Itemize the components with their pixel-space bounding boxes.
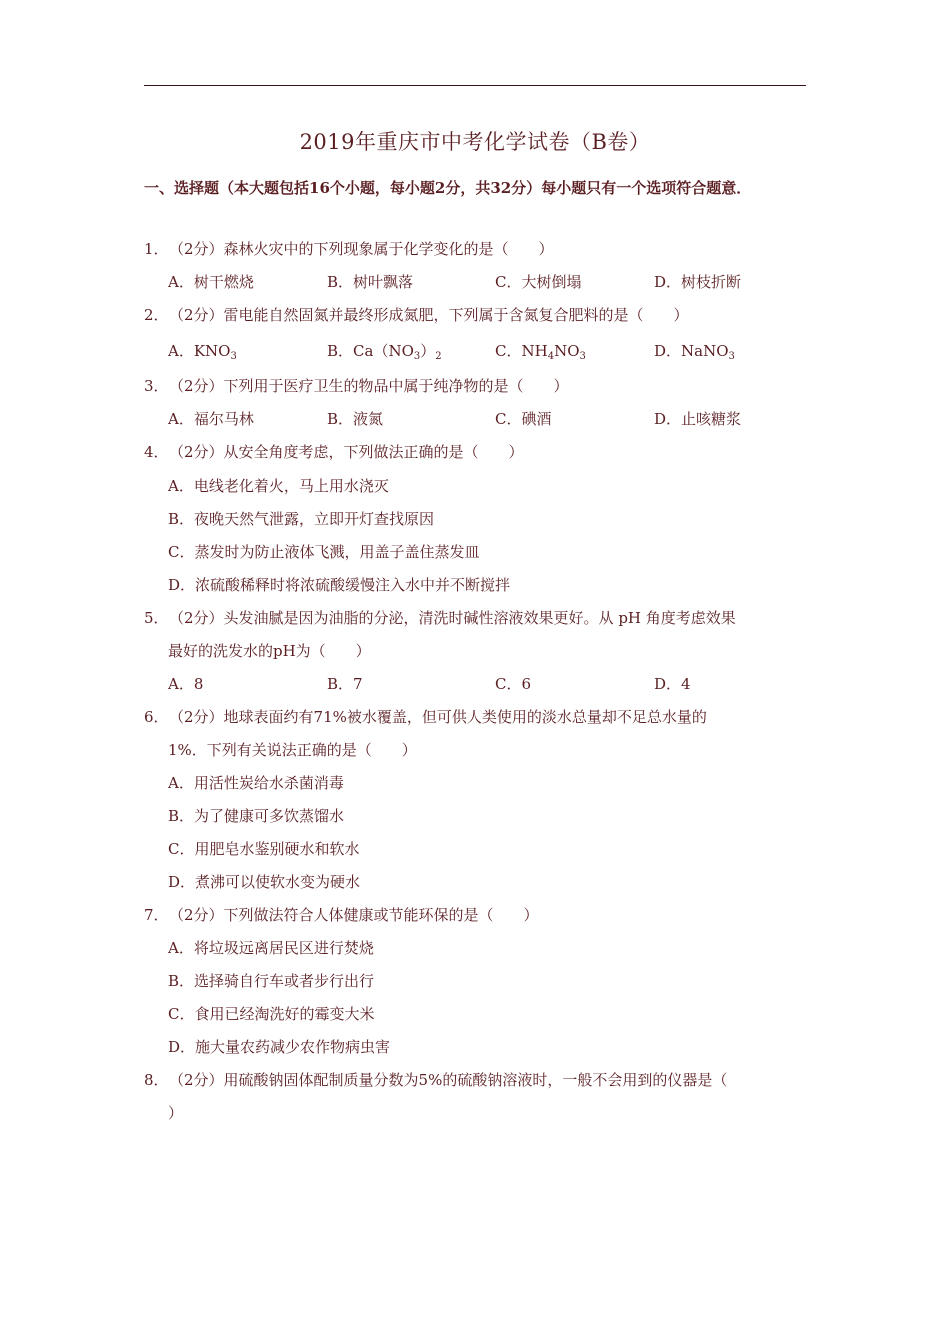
- option-b[interactable]: B．夜晚天然气泄露，立即开灯查找原因: [168, 510, 435, 528]
- option-c[interactable]: C．蒸发时为防止液体飞溅，用盖子盖住蒸发皿: [168, 543, 480, 561]
- option-d[interactable]: D．4: [654, 675, 691, 693]
- question-stem: （2分）头发油腻是因为油脂的分泌，清洗时碱性溶液效果更好。从 pH 角度考虑效果: [169, 609, 736, 627]
- question-number: 2．: [144, 306, 169, 324]
- question-stem-continued: 1%．下列有关说法正确的是（ ）: [168, 741, 417, 759]
- option-a[interactable]: A．电线老化着火，马上用水浇灭: [168, 477, 389, 495]
- option-c[interactable]: [495, 335, 586, 368]
- option-d[interactable]: [654, 335, 735, 368]
- option-a[interactable]: [168, 335, 237, 368]
- option-a[interactable]: A．8: [168, 675, 204, 693]
- option-c[interactable]: C．碘酒: [495, 410, 552, 428]
- question-8: [144, 1064, 808, 1097]
- question-number: 6．: [144, 708, 169, 726]
- option-c[interactable]: C．大树倒塌: [495, 273, 582, 291]
- exam-title: 2019年重庆市中考化学试卷（B卷）: [299, 130, 651, 154]
- option-text: ）: [420, 342, 436, 360]
- option-b[interactable]: B．树叶飘落: [327, 273, 414, 291]
- question-1: [144, 233, 808, 266]
- option-d[interactable]: D．煮沸可以使软水变为硬水: [168, 873, 361, 891]
- subscript: 4: [547, 351, 555, 362]
- option-c[interactable]: C．6: [495, 675, 532, 693]
- question-3-options: [168, 403, 808, 436]
- question-6: [144, 701, 808, 734]
- option-b[interactable]: B．液氮: [327, 410, 384, 428]
- option-c[interactable]: C．用肥皂水鉴别硬水和软水: [168, 840, 360, 858]
- question-stem: （2分）雷电能自然固氮并最终形成氮肥，下列属于含氮复合肥料的是（ ）: [169, 306, 689, 324]
- option-a[interactable]: A．福尔马林: [168, 410, 254, 428]
- subscript: 3: [413, 351, 421, 362]
- question-stem: （2分）下列做法符合人体健康或节能环保的是（ ）: [169, 906, 539, 924]
- section-heading: 一、选择题（本大题包括16个小题，每小题2分，共32分）每小题只有一个选项符合题意．: [144, 179, 752, 197]
- option-d[interactable]: D．施大量农药减少农作物病虫害: [168, 1038, 391, 1056]
- option-b[interactable]: B．选择骑自行车或者步行出行: [168, 972, 375, 990]
- question-5-options: [168, 668, 808, 701]
- option-a[interactable]: A．用活性炭给水杀菌消毒: [168, 774, 344, 792]
- question-number: 4．: [144, 443, 169, 461]
- question-number: 1．: [144, 240, 169, 258]
- option-d[interactable]: D．树枝折断: [654, 273, 742, 291]
- question-2: [144, 299, 808, 332]
- question-stem: （2分）下列用于医疗卫生的物品中属于纯净物的是（ ）: [169, 377, 569, 395]
- option-b[interactable]: B．7: [327, 675, 363, 693]
- question-stem: （2分）森林火灾中的下列现象属于化学变化的是（ ）: [169, 240, 554, 258]
- question-stem: （2分）用硫酸钠固体配制质量分数为5%的硫酸钠溶液时，一般不会用到的仪器是（: [169, 1071, 728, 1089]
- question-number: 3．: [144, 377, 169, 395]
- question-5: [144, 602, 808, 635]
- option-text: A．KNO: [168, 342, 231, 360]
- question-stem: （2分）地球表面约有71%被水覆盖，但可供人类使用的淡水总量却不足总水量的: [169, 708, 707, 726]
- question-number: 8．: [144, 1071, 169, 1089]
- option-text: B．Ca（NO: [327, 342, 414, 360]
- option-text: C．NH: [495, 342, 548, 360]
- option-d[interactable]: D．止咳糖浆: [654, 410, 742, 428]
- option-d[interactable]: D．浓硫酸稀释时将浓硫酸缓慢注入水中并不断搅拌: [168, 576, 511, 594]
- header-rule: [144, 85, 806, 86]
- question-stem: （2分）从安全角度考虑，下列做法正确的是（ ）: [169, 443, 524, 461]
- option-b[interactable]: [327, 335, 442, 368]
- question-4: [144, 436, 808, 469]
- option-a[interactable]: A．树干燃烧: [168, 273, 254, 291]
- question-number: 5．: [144, 609, 169, 627]
- question-stem-continued: ）: [168, 1104, 184, 1122]
- subscript: 3: [579, 351, 586, 362]
- question-1-options: [168, 266, 808, 299]
- question-stem-continued: 最好的洗发水的pH为（ ）: [168, 642, 371, 660]
- subscript: 2: [435, 351, 442, 362]
- question-2-options: [168, 335, 808, 368]
- option-b[interactable]: B．为了健康可多饮蒸馏水: [168, 807, 345, 825]
- option-c[interactable]: C．食用已经淘洗好的霉变大米: [168, 1005, 375, 1023]
- subscript: 3: [728, 351, 735, 362]
- question-3: [144, 370, 808, 403]
- option-text: D．NaNO: [654, 342, 729, 360]
- option-a[interactable]: A．将垃圾远离居民区进行焚烧: [168, 939, 374, 957]
- subscript: 3: [230, 351, 237, 362]
- question-number: 7．: [144, 906, 169, 924]
- question-7: [144, 899, 808, 932]
- option-text: NO: [554, 342, 580, 360]
